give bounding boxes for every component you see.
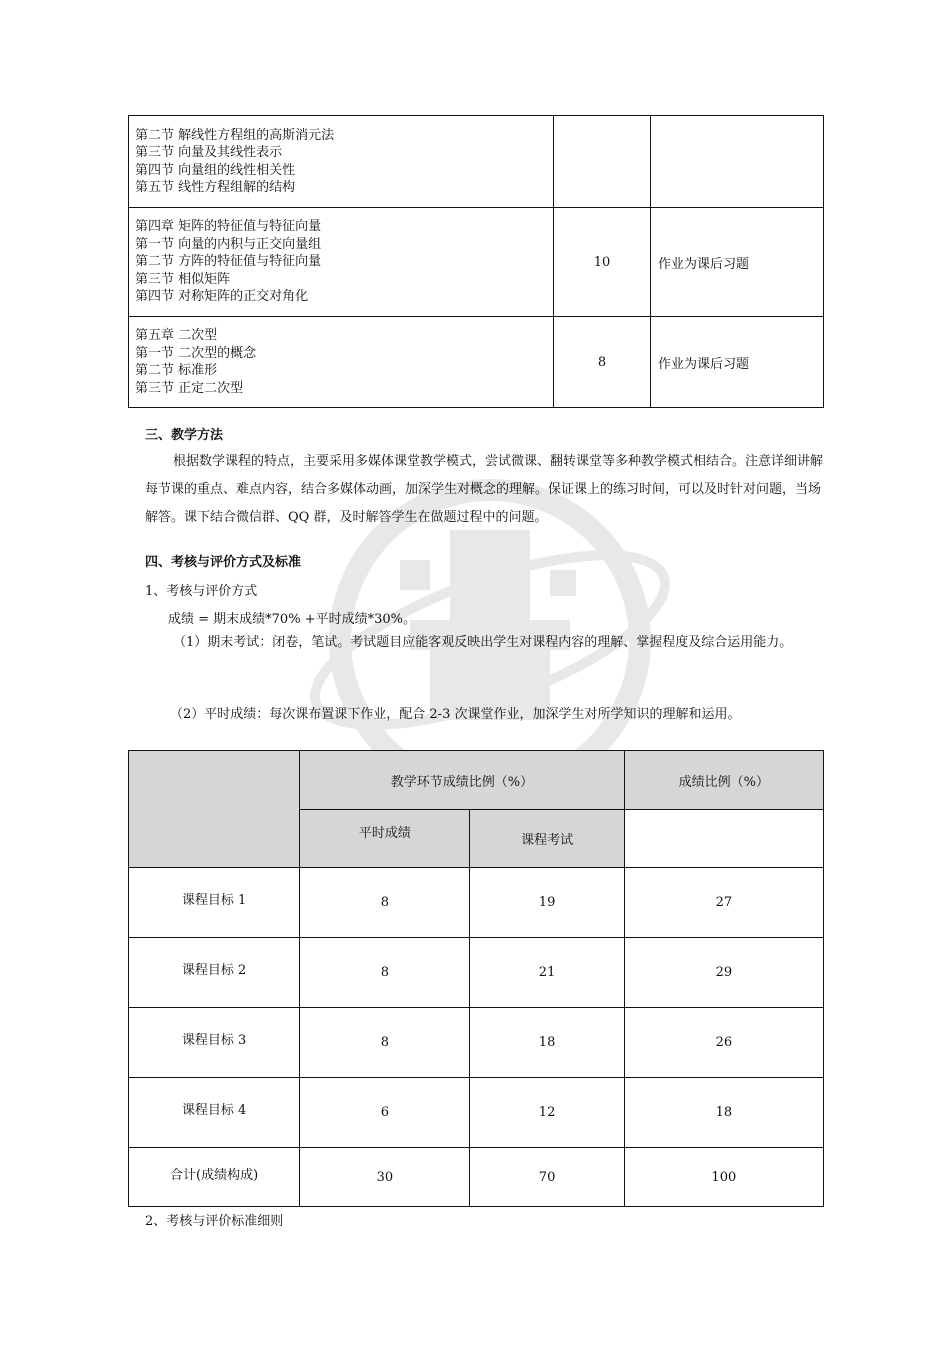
exam-cell: 18 xyxy=(470,1008,624,1078)
regular-grade-description: （2）平时成绩：每次课布置课下作业，配合 2-3 次课堂作业，加深学生对所学知识的理解和运用。 xyxy=(170,707,741,722)
hours-cell xyxy=(554,116,651,208)
ratio-cell: 26 xyxy=(624,1008,823,1078)
goal-cell: 合计(成绩构成) xyxy=(129,1148,300,1207)
syllabus-table xyxy=(128,115,824,408)
hours-cell: 8 xyxy=(554,317,651,408)
regular-cell: 8 xyxy=(300,868,470,938)
header-exam-cell: 课程考试 xyxy=(470,810,624,868)
regular-cell: 30 xyxy=(300,1148,470,1207)
header-empty-cell xyxy=(624,810,823,868)
header-corner-cell xyxy=(129,751,300,868)
regular-cell: 8 xyxy=(300,1008,470,1078)
note-cell: 作业为课后习题 xyxy=(651,317,824,408)
table-row xyxy=(129,317,824,408)
ratio-cell: 27 xyxy=(624,868,823,938)
goal-cell: 课程目标 2 xyxy=(129,938,300,1008)
chapter-line: 第四节 向量组的线性相关性 xyxy=(135,162,296,178)
exam-cell: 21 xyxy=(470,938,624,1008)
header-group-cell: 教学环节成绩比例（%） xyxy=(300,751,624,810)
exam-cell: 12 xyxy=(470,1078,624,1148)
section-heading-teaching-method: 三、教学方法 xyxy=(145,428,224,443)
chapter-line: 第二节 解线性方程组的高斯消元法 xyxy=(135,127,335,143)
final-exam-description: （1）期末考试：闭卷，笔试。考试题目应能客观反映出学生对课程内容的理解、掌握程度及综合运用能力。 xyxy=(173,635,793,650)
chapter-line: 第二节 方阵的特征值与特征向量 xyxy=(135,254,322,270)
exam-cell: 70 xyxy=(470,1148,624,1207)
chapter-line: 第五节 线性方程组解的结构 xyxy=(135,180,296,195)
chapter-line: 第三节 相似矩阵 xyxy=(135,271,231,287)
header-ratio-cell: 成绩比例（%） xyxy=(624,751,823,810)
table-row xyxy=(129,938,824,1008)
chapter-line: 第一节 向量的内积与正交向量组 xyxy=(135,236,322,252)
exam-cell: 19 xyxy=(470,868,624,938)
regular-cell: 6 xyxy=(300,1078,470,1148)
table-row xyxy=(129,1008,824,1078)
table-row xyxy=(129,1078,824,1148)
chapter-content-cell xyxy=(129,116,554,208)
table-total-row xyxy=(129,1148,824,1207)
ratio-cell: 18 xyxy=(624,1078,823,1148)
chapter-line: 第三节 正定二次型 xyxy=(135,380,244,396)
chapter-line: 第二节 标准形 xyxy=(135,363,218,378)
goal-cell: 课程目标 3 xyxy=(129,1008,300,1078)
chapter-line: 第三节 向量及其线性表示 xyxy=(135,145,283,160)
chapter-line: 第四章 矩阵的特征值与特征向量 xyxy=(135,219,322,235)
table-row xyxy=(129,208,824,317)
section-heading-assessment: 四、考核与评价方式及标准 xyxy=(145,555,302,570)
table-row xyxy=(129,116,824,208)
note-cell: 作业为课后习题 xyxy=(651,208,824,317)
regular-cell: 8 xyxy=(300,938,470,1008)
goal-cell: 课程目标 1 xyxy=(129,868,300,938)
hours-cell: 10 xyxy=(554,208,651,317)
ratio-cell: 29 xyxy=(624,938,823,1008)
grade-formula: 成绩 = 期末成绩*70% +平时成绩*30%。 xyxy=(168,612,416,627)
subheading-assessment-criteria: 2、考核与评价标准细则 xyxy=(145,1214,284,1229)
note-cell xyxy=(651,116,824,208)
chapter-line: 第五章 二次型 xyxy=(135,328,218,343)
header-regular-cell: 平时成绩 xyxy=(300,810,470,868)
subheading-assessment-method: 1、考核与评价方式 xyxy=(145,584,258,599)
grade-ratio-table xyxy=(128,750,824,1207)
table-row xyxy=(129,868,824,938)
chapter-line: 第四节 对称矩阵的正交对角化 xyxy=(135,289,309,305)
chapter-content-cell xyxy=(129,317,554,408)
table-header-row xyxy=(129,751,824,810)
chapter-content-cell xyxy=(129,208,554,317)
goal-cell: 课程目标 4 xyxy=(129,1078,300,1148)
teaching-method-paragraph: 根据数学课程的特点，主要采用多媒体课堂教学模式，尝试微课、翻转课堂等多种教学模式相结合。注意详细讲解每节课的重点、难点内容，结合多媒体动画，加深学生对概念的理解。保证课上的练习时间，可以及时针对问题，当场解答。课下结合微信群、QQ 群，及时解答学生在做题过程中的问题。 xyxy=(145,454,824,525)
chapter-line: 第一节 二次型的概念 xyxy=(135,345,257,361)
ratio-cell: 100 xyxy=(624,1148,823,1207)
